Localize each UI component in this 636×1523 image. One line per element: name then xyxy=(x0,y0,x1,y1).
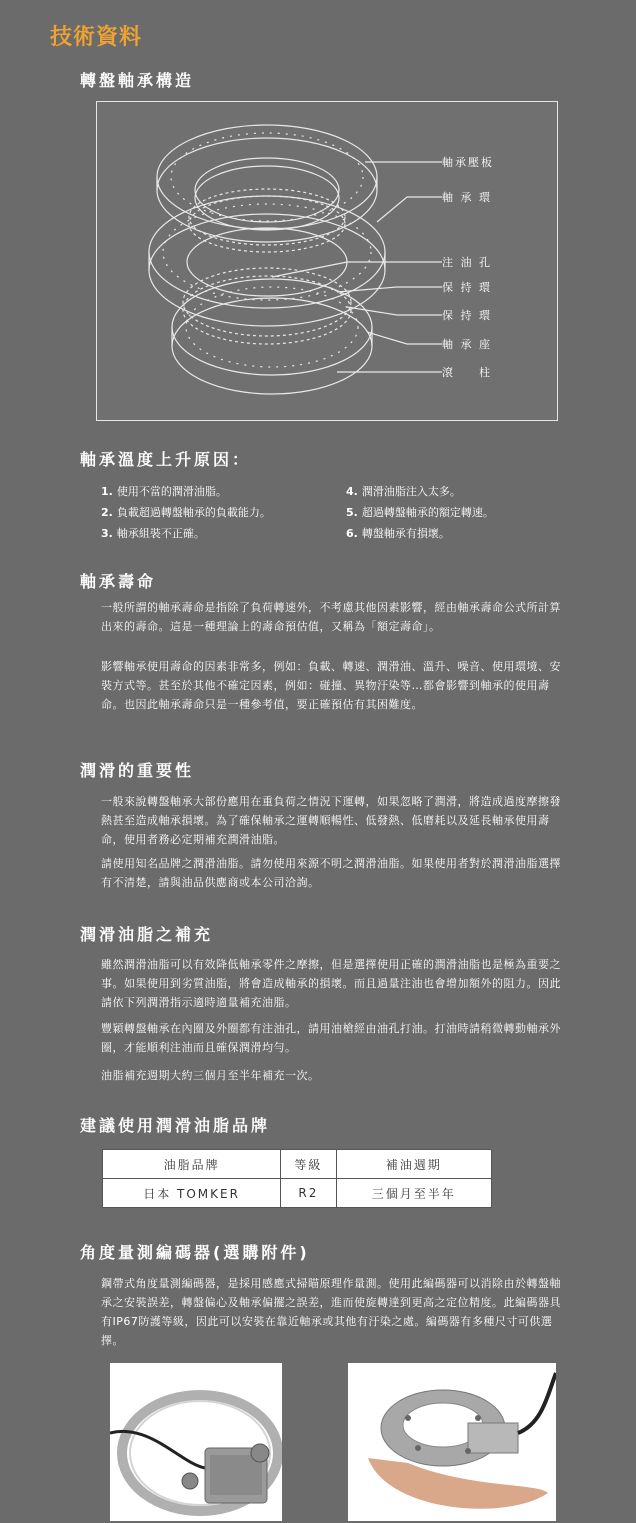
column-header: 補油週期 xyxy=(336,1150,491,1179)
encoder-paragraph: 鋼帶式角度量測編碼器，是採用感應式掃瞄原理作量測。使用此編碼器可以消除由於轉盤軸承之安裝誤差，轉盤偏心及軸承偏擺之誤差，進而使旋轉達到更高之定位精度。此編碼器具有IP67防護等級，因此可以安裝在靠近軸承或其他有汙染之處。編碼器有多種尺寸可供選擇。 xyxy=(101,1277,561,1347)
table-header-row xyxy=(103,1150,492,1179)
table-cell: R2 xyxy=(281,1179,336,1208)
grease-paragraph-3: 油脂補充週期大約三個月至半年補充一次。 xyxy=(101,1069,320,1082)
grease-brand-table xyxy=(102,1149,492,1208)
table-cell: 三個月至半年 xyxy=(336,1179,491,1208)
life-heading: 軸承壽命 xyxy=(80,572,157,591)
label-cage-1: 保 持 環 xyxy=(442,281,492,294)
label-bearing-ring: 軸 承 環 xyxy=(442,191,492,204)
list-item: 2. 負載超過轉盤軸承的負載能力。 xyxy=(101,506,271,519)
life-paragraph-1: 一般所謂的軸承壽命是指除了負荷轉速外，不考慮其他因素影響，經由軸承壽命公式所計算出來的壽命。這是一種理論上的壽命預估值，又稱為「額定壽命」。 xyxy=(101,601,561,633)
column-header: 等級 xyxy=(281,1150,336,1179)
life-paragraph-2: 影響軸承使用壽命的因素非常多，例如：負載、轉速、潤滑油、溫升、噪音、使用環境、安裝方式等。甚至於其他不確定因素，例如：碰撞、異物汙染等…都會影響到軸承的使用壽命。也因此軸承壽命只是一種參考值，要正確預估有其困難度。 xyxy=(101,660,561,711)
table-cell: 日本 TOMKER xyxy=(103,1179,281,1208)
column-header: 油脂品牌 xyxy=(103,1150,281,1179)
lubrication-paragraph-2: 請使用知名品牌之潤滑油脂。請勿使用來源不明之潤滑油脂。如果使用者對於潤滑油脂選擇有不清楚，請與油品供應商或本公司洽詢。 xyxy=(101,857,561,889)
structure-heading: 轉盤軸承構造 xyxy=(80,71,195,90)
label-pressure-plate: 軸承壓板 xyxy=(442,156,494,169)
grease-paragraph-1: 雖然潤滑油脂可以有效降低軸承零件之摩擦，但是選擇使用正確的潤滑油脂也是極為重要之事。如果使用到劣質油脂，將會造成軸承的損壞。而且過量注油也會增加額外的阻力。因此請依下列潤滑指示適時適量補充油脂。 xyxy=(101,958,561,1009)
temperature-heading: 軸承溫度上升原因： xyxy=(80,450,252,469)
table-row xyxy=(103,1179,492,1208)
temperature-list-right xyxy=(346,483,494,546)
grease-heading: 潤滑油脂之補充 xyxy=(80,925,214,944)
lubrication-paragraph-1: 一般來說轉盤軸承大部份應用在重負荷之情況下運轉，如果忽略了潤滑，將造成過度摩擦發熱甚至造成軸承損壞。為了確保軸承之運轉順暢性、低發熱、低磨耗以及延長軸承使用壽命，使用者務必定期補充潤滑油脂。 xyxy=(101,795,561,846)
list-item: 1. 使用不當的潤滑油脂。 xyxy=(101,485,227,498)
grease-paragraph-2: 豐穎轉盤軸承在內圈及外圈都有注油孔，請用油槍經由油孔打油。打油時請稍微轉動軸承外圈，才能順利注油而且確保潤滑均勻。 xyxy=(101,1022,561,1054)
bearing-structure-diagram xyxy=(96,101,558,421)
label-roller: 滾 柱 xyxy=(442,366,492,379)
lubrication-heading: 潤滑的重要性 xyxy=(80,761,195,780)
temperature-list-left xyxy=(101,483,271,546)
list-item: 6. 轉盤軸承有損壞。 xyxy=(346,527,450,540)
encoder-ring-image xyxy=(110,1363,282,1521)
page-title: 技術資料 xyxy=(50,24,143,50)
label-bearing-seat: 軸 承 座 xyxy=(442,338,492,351)
list-item: 5. 超過轉盤軸承的額定轉速。 xyxy=(346,506,494,519)
label-oil-hole: 注 油 孔 xyxy=(442,256,492,269)
encoder-photo-1 xyxy=(110,1363,282,1521)
brand-heading: 建議使用潤滑油脂品牌 xyxy=(80,1116,271,1135)
list-item: 3. 軸承組裝不正確。 xyxy=(101,527,205,540)
encoder-in-hand-image xyxy=(348,1363,556,1521)
encoder-heading: 角度量測編碼器(選購附件) xyxy=(80,1243,310,1262)
encoder-photo-2 xyxy=(348,1363,556,1521)
list-item: 4. 潤滑油脂注入太多。 xyxy=(346,485,461,498)
label-cage-2: 保 持 環 xyxy=(442,309,492,322)
